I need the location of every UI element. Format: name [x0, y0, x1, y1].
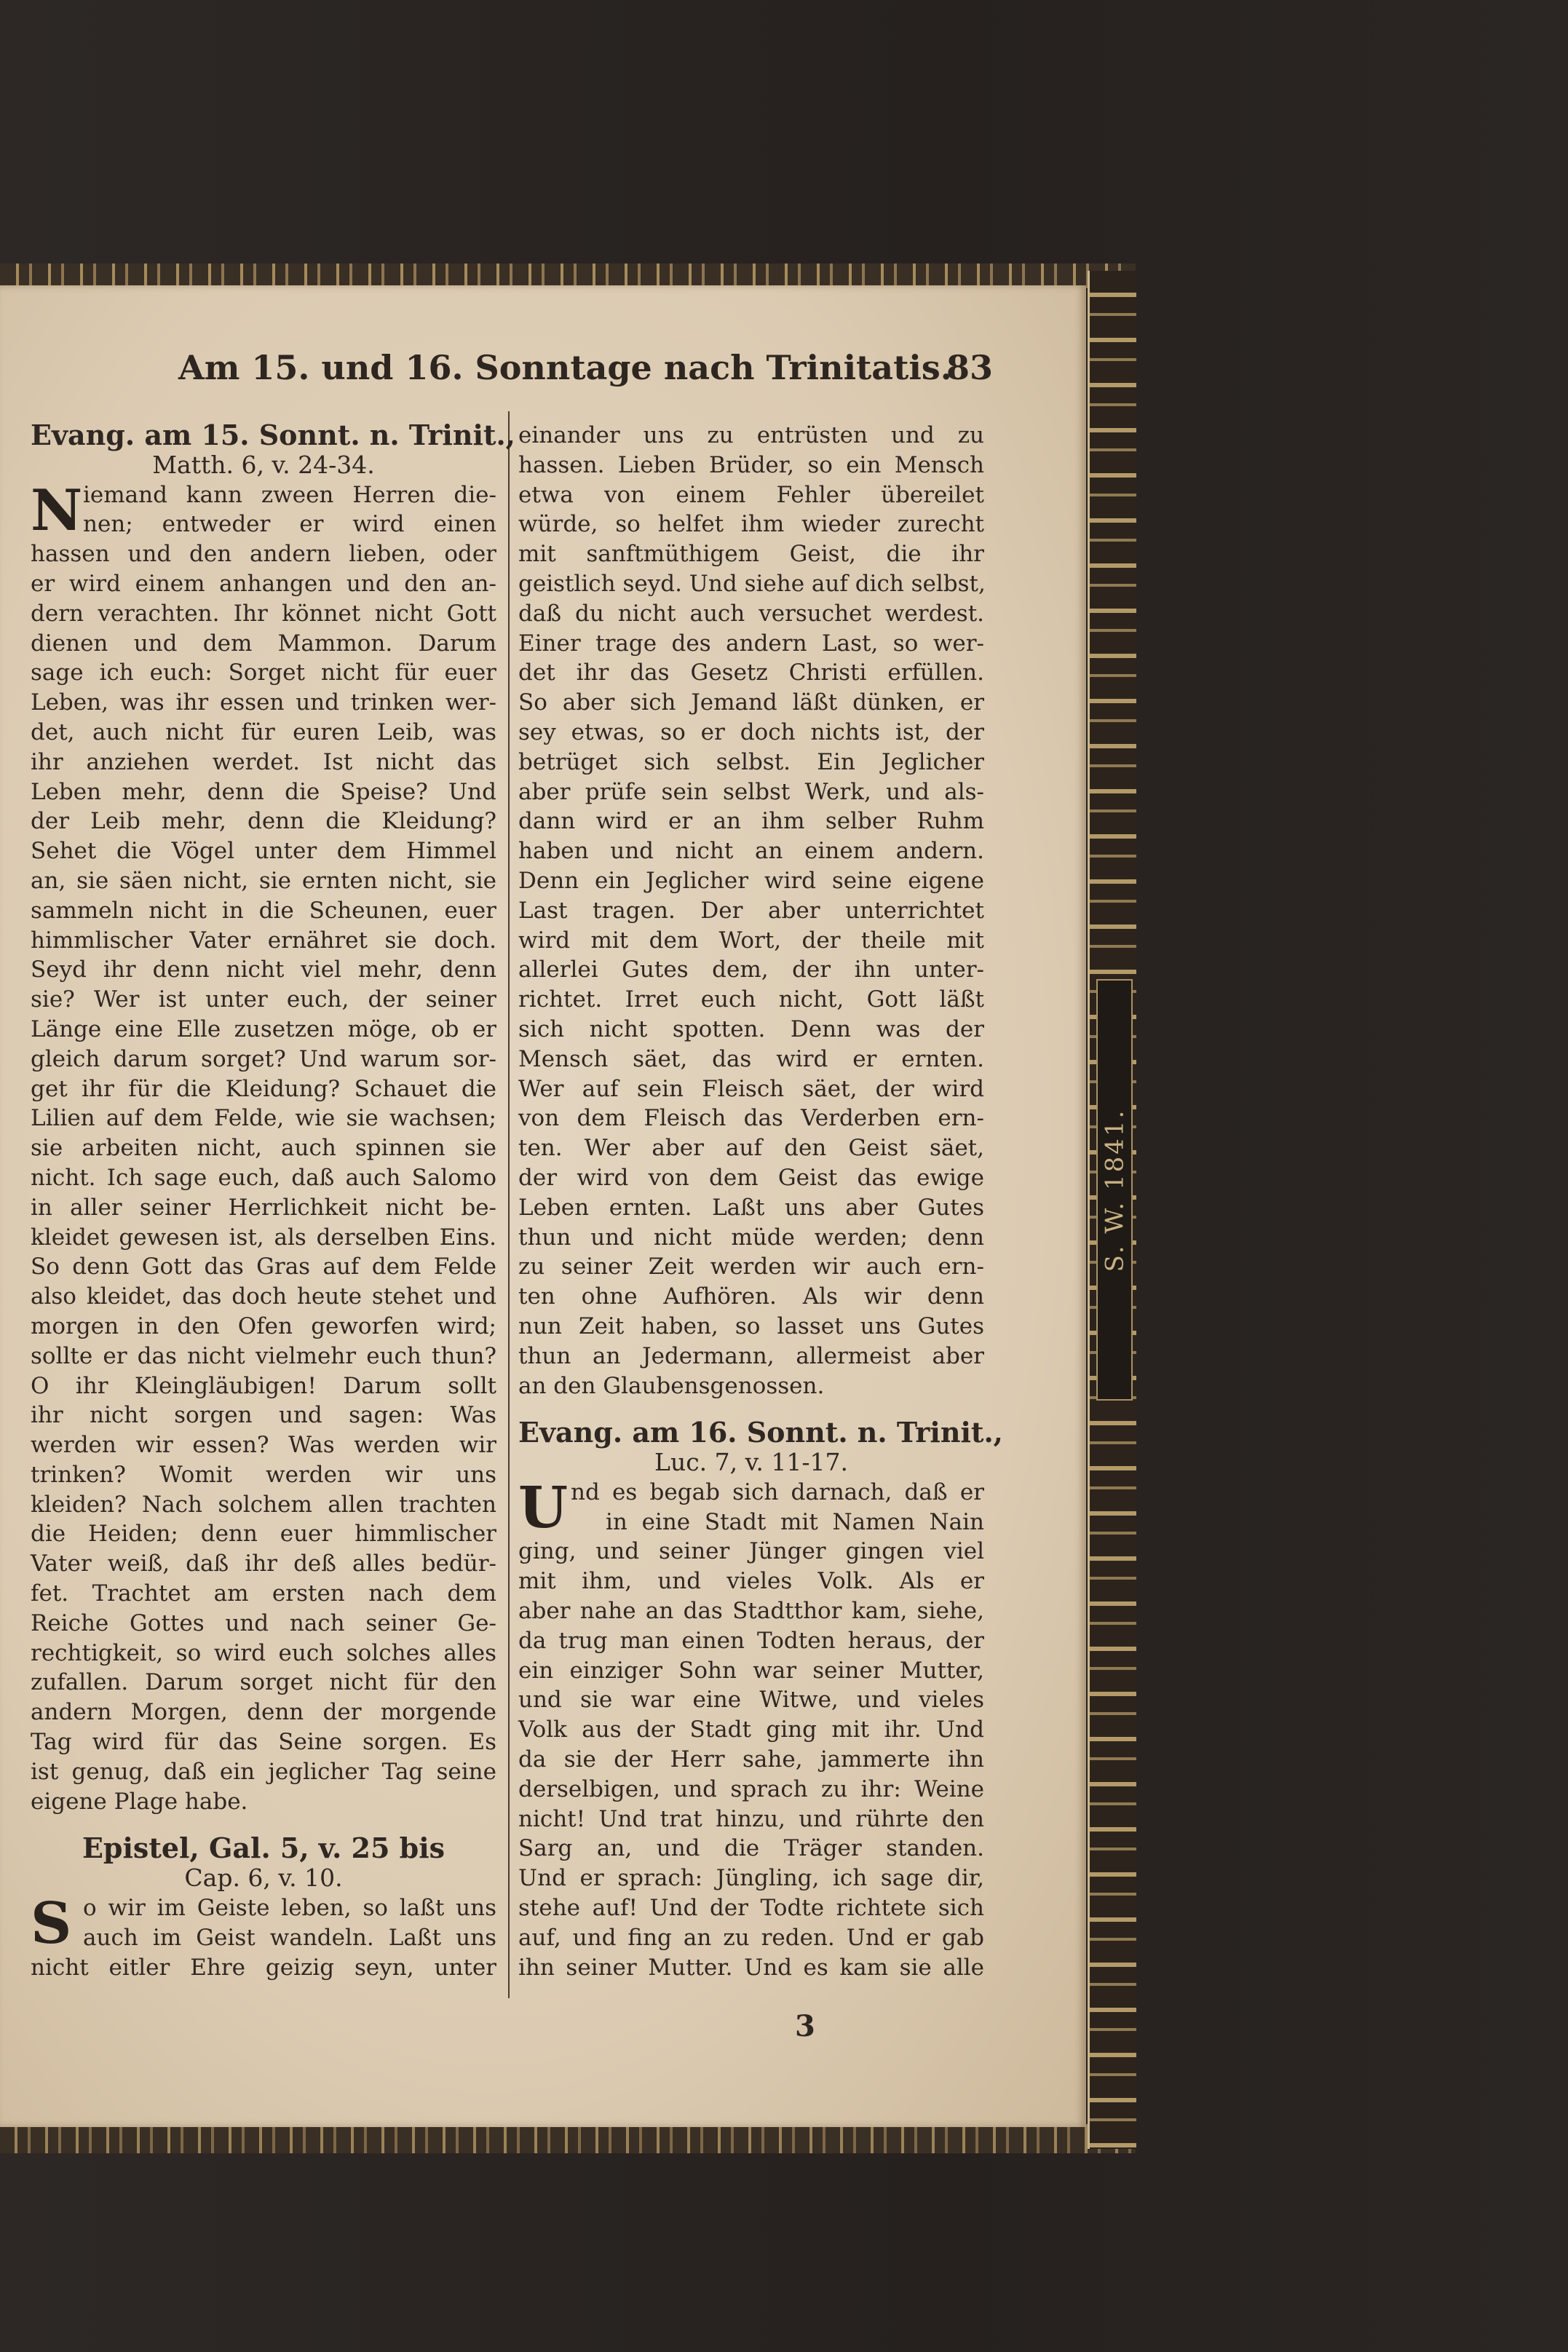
text-line	[518, 896, 984, 926]
text-line	[518, 1745, 984, 1775]
text-line	[518, 1805, 984, 1834]
line-text: sammeln nicht in die Scheunen, euer	[31, 897, 496, 924]
text-line	[31, 1757, 496, 1787]
text-line	[31, 985, 496, 1015]
text-line	[518, 1371, 984, 1401]
text-line	[31, 1045, 496, 1074]
line-text: wird mit dem Wort, der theile mit	[518, 927, 984, 954]
text-line	[31, 1223, 496, 1253]
line-text: zu seiner Zeit werden wir auch ern-	[518, 1254, 984, 1280]
text-line	[518, 718, 984, 748]
line-text: Leben mehr, denn die Speise? Und	[31, 778, 496, 805]
line-text: o wir im Geiste leben, so laßt uns	[83, 1895, 496, 1922]
line-text: sey etwas, so er doch nichts ist, der	[518, 718, 984, 745]
line-text: Und er sprach: Jüngling, ich sage dir,	[518, 1865, 984, 1892]
line-text: in aller seiner Herrlichkeit nicht be-	[31, 1194, 496, 1221]
line-text: aber nahe an das Stadtthor kam, siehe,	[518, 1598, 984, 1625]
text-line	[518, 1282, 984, 1312]
line-text: Denn ein Jeglicher wird seine eigene	[518, 867, 984, 894]
line-text: So denn Gott das Gras auf dem Felde	[31, 1254, 496, 1280]
text-line	[518, 1596, 984, 1626]
text-line	[31, 926, 496, 956]
text-line	[518, 955, 984, 985]
line-text: nun Zeit haben, so lasset uns Gutes	[518, 1312, 984, 1339]
text-line	[31, 688, 496, 718]
text-line	[31, 539, 496, 569]
line-text: sage ich euch: Sorget nicht für euer	[31, 660, 496, 686]
line-text: ihr nicht sorgen und sagen: Was	[31, 1402, 496, 1429]
line-text: nicht. Ich sage euch, daß auch Salomo	[31, 1164, 496, 1191]
line-text: Sarg an, und die Träger standen.	[518, 1835, 984, 1862]
line-text: Wer auf sein Fleisch säet, der wird	[518, 1075, 984, 1102]
line-text: Lilien auf dem Felde, wie sie wachsen;	[31, 1105, 496, 1132]
line-text: Evang. am 15. Sonnt. n. Trinit.,	[31, 419, 515, 451]
spine-label-text: S. W. 1841.	[1100, 1108, 1129, 1272]
text-line	[518, 1834, 984, 1864]
line-text: Luc. 7, v. 11-17.	[654, 1448, 848, 1477]
section-heading	[31, 1834, 496, 1864]
line-text: So aber sich Jemand läßt dünken, er	[518, 689, 984, 716]
line-text: mit sanftmüthigem Geist, die ihr	[518, 541, 984, 568]
text-line	[518, 1626, 984, 1656]
line-text: einander uns zu entrüsten und zu	[518, 422, 984, 448]
line-text: hassen und den andern lieben, oder	[31, 541, 496, 568]
line-text: Volk aus der Stadt ging mit ihr. Und	[518, 1717, 984, 1743]
text-line	[31, 1312, 496, 1342]
text-line	[518, 510, 984, 539]
text-line	[518, 1953, 984, 1983]
text-line	[31, 1727, 496, 1757]
cover-ornament-bottom	[0, 2124, 1136, 2153]
line-text: an den Glaubensgenossen.	[518, 1372, 825, 1399]
text-line	[518, 1163, 984, 1193]
text-line	[31, 1923, 496, 1953]
line-text: rechtigkeit, so wird euch solches alles	[31, 1639, 496, 1666]
text-line	[518, 629, 984, 659]
column-divider	[508, 411, 510, 1998]
line-text: eigene Plage habe.	[31, 1788, 248, 1815]
line-text: iemand kann zween Herren die-	[83, 481, 496, 508]
text-line	[31, 1519, 496, 1549]
text-line	[31, 718, 496, 748]
text-line	[31, 1430, 496, 1460]
line-text: trinken? Womit werden wir uns	[31, 1461, 496, 1488]
text-line	[31, 748, 496, 777]
line-text: get ihr für die Kleidung? Schauet die	[31, 1075, 496, 1102]
line-text: ihn seiner Mutter. Und es kam sie alle	[518, 1954, 984, 1981]
line-text: ein einziger Sohn war seiner Mutter,	[518, 1657, 984, 1684]
text-line	[518, 1656, 984, 1686]
text-line	[31, 1698, 496, 1727]
line-text: fet. Trachtet am ersten nach dem	[31, 1580, 496, 1607]
line-text: in eine Stadt mit Namen Nain	[606, 1508, 984, 1535]
text-line	[518, 1775, 984, 1805]
line-text: Tag wird für das Seine sorgen. Es	[31, 1729, 496, 1756]
line-text: allerlei Gutes dem, der ihn unter-	[518, 957, 984, 983]
line-text: auf, und fing an zu reden. Und er gab	[518, 1924, 984, 1951]
line-text: stehe auf! Und der Todte richtete sich	[518, 1895, 984, 1922]
text-line	[518, 1715, 984, 1745]
line-text: die Heiden; denn euer himmlischer	[31, 1521, 496, 1548]
line-text: himmlischer Vater ernähret sie doch.	[31, 927, 496, 954]
text-line	[518, 688, 984, 718]
text-line	[31, 1549, 496, 1579]
section-heading	[518, 1416, 1003, 1449]
line-text: werden wir essen? Was werden wir	[31, 1432, 496, 1459]
drop-cap: N	[31, 477, 83, 544]
text-line	[31, 510, 496, 539]
line-text: da sie der Herr sahe, jammerte ihn	[518, 1746, 984, 1773]
page-number: 83	[946, 348, 994, 387]
line-text: morgen in den Ofen geworfen wird;	[31, 1312, 496, 1339]
text-line	[518, 1342, 984, 1371]
text-line	[518, 1537, 984, 1567]
line-text: zufallen. Darum sorget nicht für den	[31, 1669, 496, 1696]
line-text: Last tragen. Der aber unterrichtet	[518, 897, 984, 924]
text-line	[31, 569, 496, 599]
text-line	[518, 658, 984, 688]
text-line	[31, 1579, 496, 1609]
text-line	[518, 451, 984, 480]
line-text: also kleidet, das doch heute stehet und	[31, 1283, 496, 1310]
text-line	[518, 1133, 984, 1163]
line-text: sollte er das nicht vielmehr euch thun?	[31, 1342, 496, 1369]
line-text: dienen und dem Mammon. Darum	[31, 630, 496, 657]
text-line	[31, 1609, 496, 1639]
text-line	[31, 1460, 496, 1490]
text-line	[518, 569, 984, 599]
drop-cap: S	[31, 1890, 72, 1957]
text-line	[518, 1193, 984, 1223]
line-text: Sehet die Vögel unter dem Himmel	[31, 838, 496, 865]
line-text: dann wird er an ihm selber Ruhm	[518, 808, 984, 835]
text-line	[518, 1893, 984, 1923]
line-text: kleiden? Nach solchem allen trachten	[31, 1491, 496, 1518]
line-text: ten ohne Aufhören. Als wir denn	[518, 1283, 984, 1310]
line-text: Reiche Gottes und nach seiner Ge-	[31, 1609, 496, 1636]
text-line	[518, 1312, 984, 1342]
line-text: geistlich seyd. Und siehe auf dich selbst,	[518, 570, 986, 597]
text-line	[518, 866, 984, 896]
text-line	[31, 866, 496, 896]
line-text: Cap. 6, v. 10.	[184, 1864, 343, 1893]
signature-mark: 3	[795, 2009, 815, 2043]
text-line	[518, 1252, 984, 1282]
line-text: an, sie säen nicht, sie ernten nicht, sie	[31, 867, 496, 894]
line-text: da trug man einen Todten heraus, der	[518, 1627, 984, 1654]
text-line	[31, 629, 496, 659]
line-text: gleich darum sorget? Und warum sor-	[31, 1045, 496, 1072]
line-text: ist genug, daß ein jeglicher Tag seine	[31, 1758, 496, 1785]
text-line	[31, 599, 496, 629]
text-line	[518, 1567, 984, 1596]
scripture-reference	[518, 1448, 984, 1478]
line-text: thun und nicht müde werden; denn	[518, 1224, 984, 1251]
line-text: richtet. Irret euch nicht, Gott läßt	[518, 986, 984, 1013]
text-line	[31, 1133, 496, 1163]
right-column	[518, 421, 1003, 1982]
line-text: Seyd ihr denn nicht viel mehr, denn	[31, 957, 496, 983]
line-text: det, auch nicht für euren Leib, was	[31, 718, 496, 745]
text-line	[31, 1639, 496, 1668]
line-text: Matth. 6, v. 24-34.	[152, 450, 375, 479]
text-line	[31, 1015, 496, 1045]
line-text: aber prüfe sein selbst Werk, und als-	[518, 778, 984, 805]
text-line	[518, 777, 984, 807]
line-text: thun an Jedermann, allermeist aber	[518, 1342, 984, 1369]
line-text: sie arbeiten nicht, auch spinnen sie	[31, 1135, 496, 1162]
line-text: ihr anziehen werdet. Ist nicht das	[31, 748, 496, 775]
line-text: haben und nicht an einem andern.	[518, 838, 984, 865]
line-text: betrüget sich selbst. Ein Jeglicher	[518, 748, 984, 775]
text-line	[518, 836, 984, 866]
text-line	[31, 1401, 496, 1430]
line-text: hassen. Lieben Brüder, so ein Mensch	[518, 451, 984, 478]
text-line	[31, 1490, 496, 1520]
left-column	[31, 419, 515, 1982]
line-text: daß du nicht auch versuchet werdest.	[518, 600, 984, 627]
text-line	[518, 1923, 984, 1953]
line-text: Epistel, Gal. 5, v. 25 bis	[82, 1832, 446, 1865]
line-text: der wird von dem Geist das ewige	[518, 1164, 984, 1191]
text-line	[518, 1074, 984, 1104]
text-line	[518, 1223, 984, 1253]
text-line	[31, 807, 496, 836]
line-text: Mensch säet, das wird er ernten.	[518, 1045, 984, 1072]
spine-label	[1096, 979, 1133, 1401]
scripture-reference	[31, 1864, 496, 1893]
text-line	[518, 748, 984, 777]
line-text: von dem Fleisch das Verderben ern-	[518, 1105, 984, 1132]
line-text: derselbigen, und sprach zu ihr: Weine	[518, 1775, 984, 1802]
line-text: Einer trage des andern Last, so wer-	[518, 630, 984, 657]
text-line	[31, 1371, 496, 1401]
text-line	[31, 1252, 496, 1282]
text-line	[31, 1787, 496, 1817]
section-heading	[31, 419, 515, 451]
text-line	[31, 777, 496, 807]
line-text: ten. Wer aber auf den Geist säet,	[518, 1135, 984, 1162]
text-line	[518, 1015, 984, 1045]
text-line	[518, 421, 984, 451]
text-line	[518, 926, 984, 956]
line-text: er wird einem anhangen und den an-	[31, 570, 496, 597]
text-line	[518, 539, 984, 569]
text-line	[518, 1508, 984, 1537]
line-text: Länge eine Elle zusetzen möge, ob er	[31, 1015, 496, 1042]
text-line	[31, 1282, 496, 1312]
text-line	[31, 658, 496, 688]
line-text: nicht eitler Ehre geizig seyn, unter	[31, 1954, 496, 1981]
text-line	[31, 1163, 496, 1193]
line-text: Vater weiß, daß ihr deß alles bedür-	[31, 1551, 496, 1577]
text-line	[31, 1074, 496, 1104]
text-line	[518, 480, 984, 510]
line-text: auch im Geist wandeln. Laßt uns	[83, 1924, 496, 1951]
line-text: det ihr das Gesetz Christi erfüllen.	[518, 660, 984, 686]
line-text: Leben ernten. Laßt uns aber Gutes	[518, 1194, 984, 1221]
line-text: ging, und seiner Jünger gingen viel	[518, 1538, 984, 1565]
drop-cap: U	[518, 1474, 569, 1541]
line-text: dern verachten. Ihr könnet nicht Gott	[31, 600, 496, 627]
line-text: sie? Wer ist unter euch, der seiner	[31, 986, 496, 1013]
text-line	[518, 985, 984, 1015]
line-text: mit ihm, und vieles Volk. Als er	[518, 1568, 984, 1595]
line-text: der Leib mehr, denn die Kleidung?	[31, 808, 496, 835]
scripture-reference	[31, 451, 496, 480]
text-line	[31, 896, 496, 926]
line-text: kleidet gewesen ist, als derselben Eins.	[31, 1224, 496, 1251]
line-text: nicht! Und trat hinzu, und rührte den	[518, 1805, 984, 1832]
line-text: etwa von einem Fehler übereilet	[518, 481, 984, 508]
line-text: andern Morgen, denn der morgende	[31, 1699, 496, 1726]
text-line	[518, 1685, 984, 1715]
running-head: Am 15. und 16. Sonntage nach Trinitatis.	[178, 348, 952, 387]
text-line	[31, 1668, 496, 1698]
line-text: Leben, was ihr essen und trinken wer-	[31, 689, 496, 716]
line-text: nd es begab sich darnach, daß er	[571, 1478, 984, 1505]
line-text: sich nicht spotten. Denn was der	[518, 1015, 984, 1042]
text-line	[31, 1104, 496, 1133]
text-line	[31, 955, 496, 985]
line-text: Evang. am 16. Sonnt. n. Trinit.,	[518, 1416, 1003, 1449]
text-line	[518, 599, 984, 629]
text-line	[518, 1864, 984, 1893]
text-line	[31, 1953, 496, 1983]
line-text: O ihr Kleingläubigen! Darum sollt	[31, 1372, 496, 1399]
line-text: würde, so helfet ihm wieder zurecht	[518, 511, 984, 538]
line-text: nen; entweder er wird einen	[83, 511, 496, 538]
line-text: und sie war eine Witwe, und vieles	[518, 1687, 984, 1714]
text-line	[518, 1104, 984, 1133]
text-line	[518, 807, 984, 836]
text-line	[31, 1193, 496, 1223]
text-line	[518, 1045, 984, 1074]
text-line	[31, 1342, 496, 1371]
text-line	[31, 836, 496, 866]
